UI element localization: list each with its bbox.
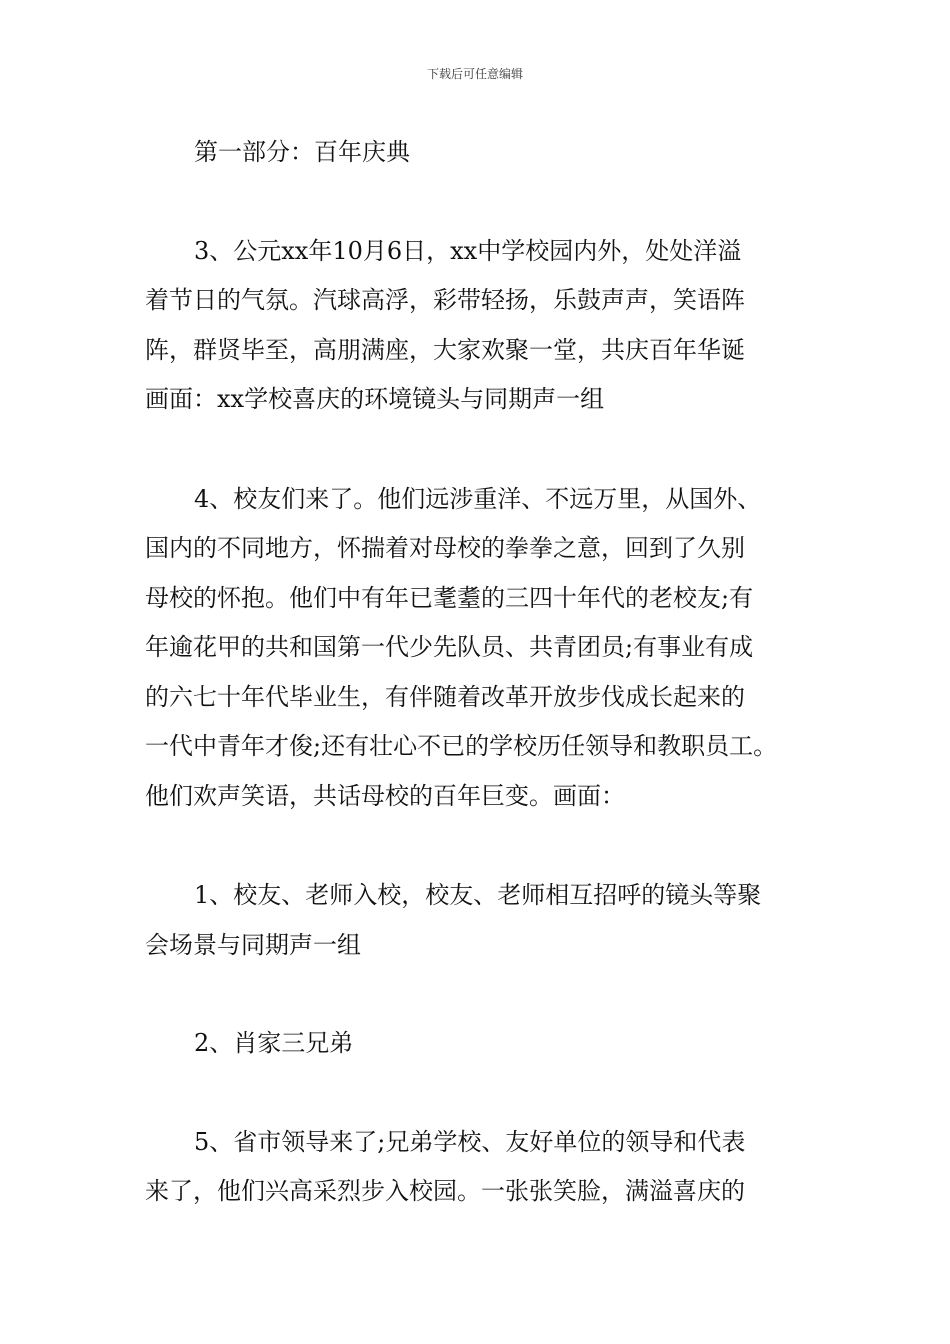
page-header-note: 下载后可任意编辑 (426, 67, 523, 81)
paragraph-alumni-footage: 1、校友、老师入校，校友、老师相互招呼的镜头等聚 会场景与同期声一组 (145, 881, 762, 959)
paragraph-alumni-arrive: 4、校友们来了。他们远涉重洋、不远万里，从国外、 国内的不同地方，怀揣着对母校的拳拳之意，回到了久别 母校的怀抱。他们中有年已耄耋的三四十年代的老校友;有 年逾花甲的共和国第一代少先队员、共青团员;有事业有成 的六七十年代毕业生，有伴随着改革开放步伐成长起来的 一代中青年才俊;还有壮心不已的学校历任领导和教职员工。 他们欢声笑语，共话母校的百年巨变。画面： (145, 484, 778, 810)
paragraph-leaders-arrive: 5、省市领导来了;兄弟学校、友好单位的领导和代表 来了，他们兴高采烈步入校园。一张张笑脸，满溢喜庆的 (145, 1127, 746, 1205)
section-title: 第一部分：百年庆典 (194, 138, 410, 166)
paragraph-xiao-brothers: 2、肖家三兄弟 (194, 1029, 354, 1057)
paragraph-celebration-scene: 3、公元xx年10月6日，xx中学校园内外，处处洋溢 着节日的气氛。汽球高浮，彩带轻扬，乐鼓声声，笑语阵 阵，群贤毕至，高朋满座，大家欢聚一堂，共庆百年华诞 画面：xx学校喜庆的环境镜头与同期声一组 (145, 236, 745, 413)
document-body (145, 128, 813, 1217)
